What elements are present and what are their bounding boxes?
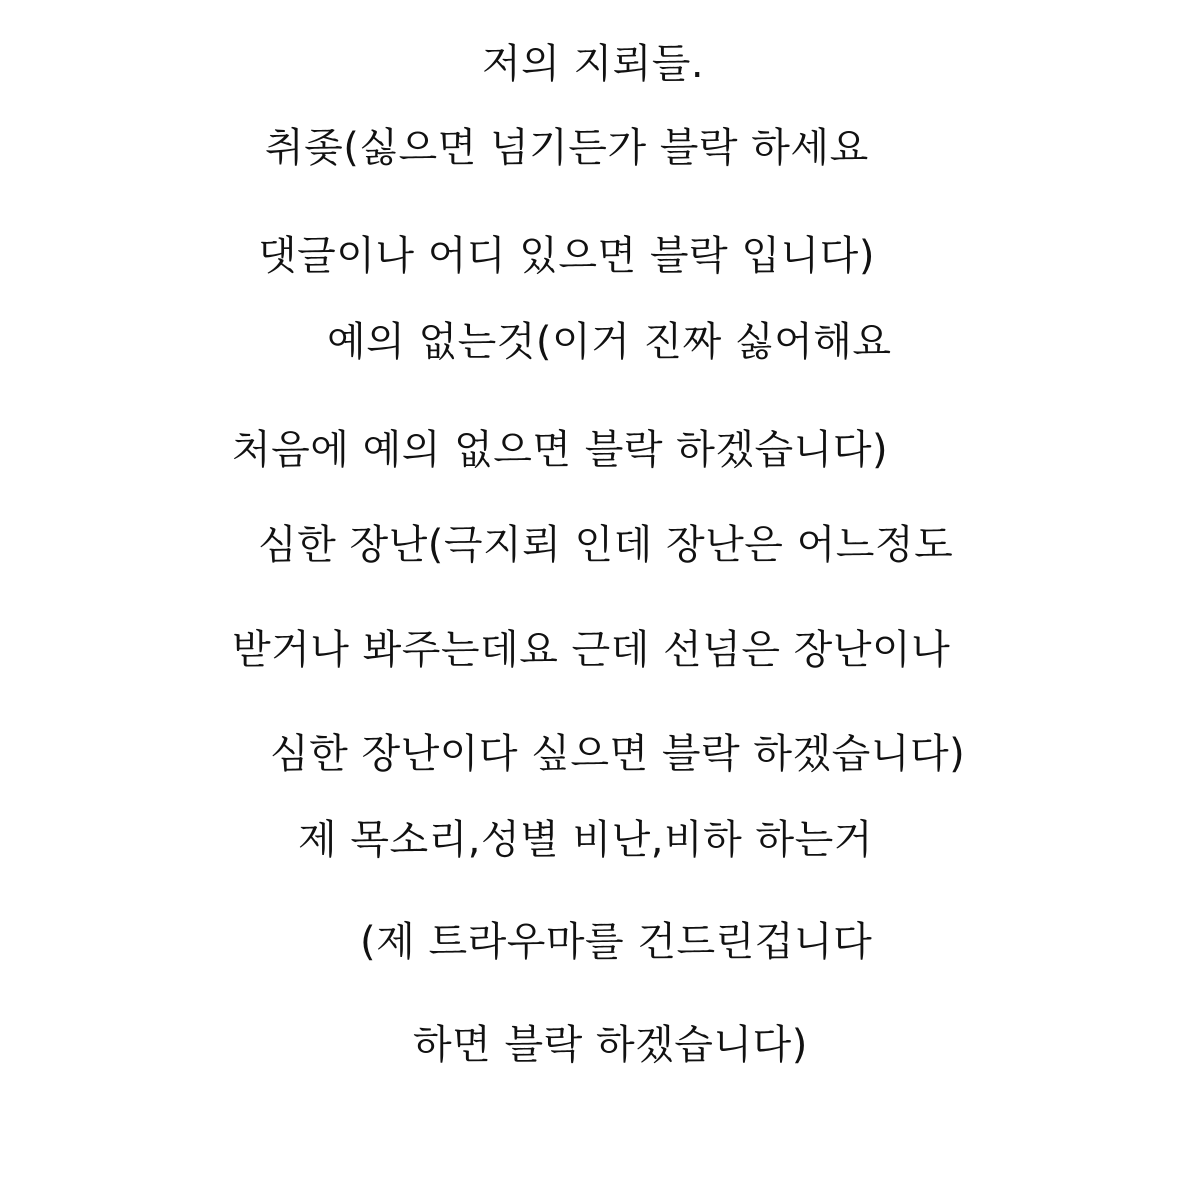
text-line: 처음에 예의 없으면 블락 하겠습니다) bbox=[232, 427, 889, 473]
text-line: 예의 없는것(이거 진짜 싫어해요 bbox=[327, 319, 892, 365]
text-line: 심한 장난(극지뢰 인데 장난은 어느정도 bbox=[258, 522, 954, 568]
text-line: 취좆(싫으면 넘기든가 블락 하세요 bbox=[265, 125, 869, 171]
document-title: 저의 지뢰들. bbox=[482, 41, 705, 87]
text-line: 제 목소리,성별 비난,비하 하는거 bbox=[298, 817, 873, 863]
text-line: 받거나 봐주는데요 근데 선넘은 장난이나 bbox=[232, 627, 951, 673]
text-line: (제 트라우마를 건드린겁니다 bbox=[360, 919, 873, 965]
text-line: 하면 블락 하겠습니다) bbox=[413, 1022, 808, 1068]
text-line: 댓글이나 어디 있으면 블락 입니다) bbox=[258, 233, 875, 279]
text-line: 심한 장난이다 싶으면 블락 하겠습니다) bbox=[270, 731, 966, 777]
